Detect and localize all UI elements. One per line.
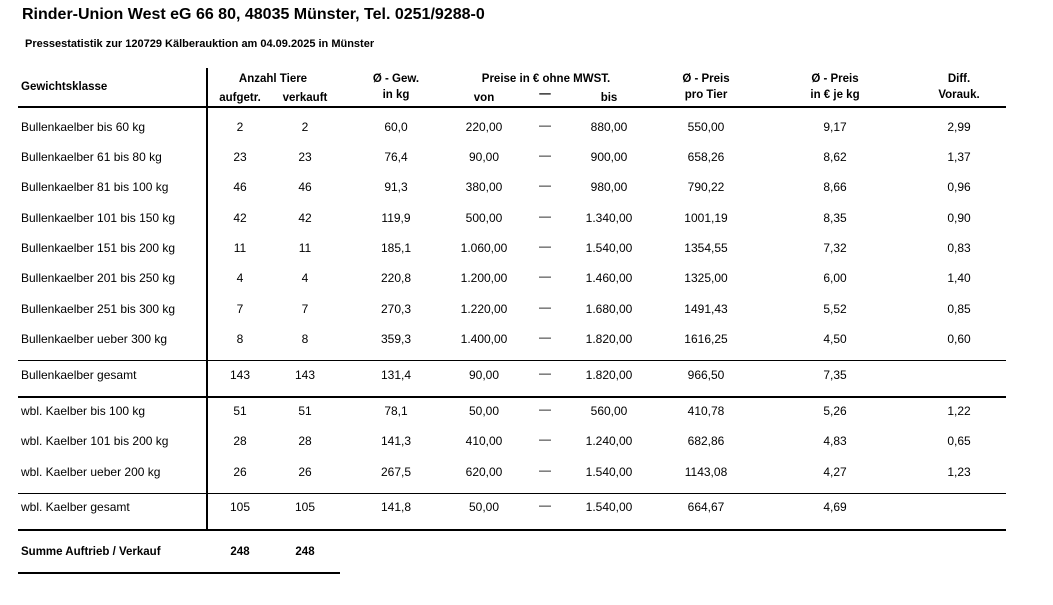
row-avg-price-kg: 4,27 xyxy=(823,465,847,479)
column-separator xyxy=(206,68,208,530)
bullen-total-rule-top xyxy=(18,360,1006,361)
row-sold: 4 xyxy=(301,271,309,285)
row-avg-price-kg: 5,26 xyxy=(823,404,847,418)
row-avg-price-animal: 1143,08 xyxy=(684,465,728,479)
row-offered: 51 xyxy=(233,404,247,418)
row-avg-weight: 78,1 xyxy=(384,404,408,418)
row-avg-weight: 141,8 xyxy=(380,500,412,514)
row-avg-price-animal: 1001,19 xyxy=(684,211,728,225)
row-diff: 0,96 xyxy=(947,180,971,194)
row-sold: 105 xyxy=(294,500,316,514)
row-price-to: 1.820,00 xyxy=(585,332,633,346)
document-subtitle: Pressestatistik zur 120729 Kälberauktion am 04.09.2025 in Münster xyxy=(25,38,375,50)
row-diff: 0,90 xyxy=(947,211,971,225)
header-aufgetr: aufgetr. xyxy=(219,92,261,104)
row-offered: 11 xyxy=(233,241,247,255)
row-avg-weight: 359,3 xyxy=(380,332,412,346)
header-diff-1: Diff. xyxy=(947,73,971,85)
row-sold: 11 xyxy=(298,241,312,255)
row-avg-weight: 91,3 xyxy=(384,180,408,194)
row-sold: 26 xyxy=(298,465,312,479)
row-price-to: 880,00 xyxy=(590,120,628,134)
header-avg-price-animal-2: pro Tier xyxy=(684,89,728,101)
row-diff: 1,22 xyxy=(947,404,971,418)
header-diff-2: Vorauk. xyxy=(938,89,980,101)
row-price-from: 1.200,00 xyxy=(460,271,508,285)
row-price-to: 1.540,00 xyxy=(585,241,633,255)
row-price-to: 1.680,00 xyxy=(585,302,633,316)
row-avg-price-kg: 4,69 xyxy=(823,500,847,514)
row-avg-price-animal: 550,00 xyxy=(687,120,725,134)
row-avg-price-kg: 4,50 xyxy=(823,332,847,346)
row-price-to: 1.460,00 xyxy=(585,271,633,285)
row-avg-price-kg: 7,35 xyxy=(823,368,847,382)
row-avg-weight: 270,3 xyxy=(380,302,412,316)
row-sold: 2 xyxy=(301,120,309,134)
row-avg-price-kg: 6,00 xyxy=(823,271,847,285)
row-offered: 42 xyxy=(233,211,247,225)
row-sold: 23 xyxy=(298,150,312,164)
row-diff: 0,83 xyxy=(947,241,971,255)
header-avg-weight-1: Ø - Gew. xyxy=(372,73,420,85)
row-avg-weight: 220,8 xyxy=(380,271,412,285)
header-avg-price-kg-1: Ø - Preis xyxy=(811,73,859,85)
header-anzahl-tiere: Anzahl Tiere xyxy=(238,73,308,85)
row-avg-price-animal: 664,67 xyxy=(687,500,725,514)
row-class: wbl. Kaelber bis 100 kg xyxy=(21,404,146,418)
row-price-dash: — xyxy=(539,498,551,512)
row-price-to: 900,00 xyxy=(590,150,628,164)
summary-rule xyxy=(18,572,340,574)
row-class: wbl. Kaelber 101 bis 200 kg xyxy=(21,434,169,448)
row-avg-weight: 141,3 xyxy=(380,434,412,448)
row-class: Bullenkaelber gesamt xyxy=(21,368,137,382)
row-avg-price-kg: 8,66 xyxy=(823,180,847,194)
wbl-total-rule-top xyxy=(18,493,1006,494)
summary-offered: 248 xyxy=(230,546,250,558)
header-price-dash: — xyxy=(539,88,551,100)
row-avg-price-animal: 1354,55 xyxy=(684,241,728,255)
row-price-from: 220,00 xyxy=(465,120,503,134)
header-avg-price-kg-2: in € je kg xyxy=(810,89,860,101)
row-avg-price-kg: 5,52 xyxy=(823,302,847,316)
row-sold: 46 xyxy=(298,180,312,194)
header-avg-price-animal-1: Ø - Preis xyxy=(682,73,730,85)
row-offered: 105 xyxy=(229,500,251,514)
row-price-to: 1.540,00 xyxy=(585,465,633,479)
row-avg-price-animal: 1325,00 xyxy=(684,271,728,285)
row-price-from: 380,00 xyxy=(465,180,503,194)
row-diff: 0,65 xyxy=(947,434,971,448)
document-title: Rinder-Union West eG 66 80, 48035 Münster, Tel. 0251/9288-0 xyxy=(22,6,485,23)
row-price-to: 1.820,00 xyxy=(585,368,633,382)
row-price-dash: — xyxy=(539,269,551,283)
row-diff: 1,37 xyxy=(947,150,971,164)
row-class: Bullenkaelber 101 bis 150 kg xyxy=(21,211,176,225)
row-price-from: 50,00 xyxy=(468,404,500,418)
wbl-total-rule-bottom xyxy=(18,529,1006,531)
row-price-dash: — xyxy=(539,118,551,132)
row-offered: 7 xyxy=(236,302,244,316)
row-diff: 2,99 xyxy=(947,120,971,134)
row-price-dash: — xyxy=(539,148,551,162)
row-sold: 51 xyxy=(298,404,312,418)
header-rule xyxy=(18,106,1006,108)
row-class: Bullenkaelber 251 bis 300 kg xyxy=(21,302,176,316)
row-price-dash: — xyxy=(539,402,551,416)
row-avg-price-animal: 682,86 xyxy=(687,434,725,448)
row-avg-price-animal: 410,78 xyxy=(687,404,725,418)
row-price-to: 1.340,00 xyxy=(585,211,633,225)
row-sold: 8 xyxy=(301,332,309,346)
row-offered: 4 xyxy=(236,271,244,285)
row-price-dash: — xyxy=(539,330,551,344)
row-sold: 42 xyxy=(298,211,312,225)
row-diff: 0,60 xyxy=(947,332,971,346)
header-verkauft: verkauft xyxy=(282,92,328,104)
row-avg-weight: 60,0 xyxy=(384,120,408,134)
row-price-from: 90,00 xyxy=(468,150,500,164)
row-price-from: 1.060,00 xyxy=(460,241,508,255)
row-price-from: 410,00 xyxy=(465,434,503,448)
row-diff: 1,23 xyxy=(947,465,971,479)
row-offered: 26 xyxy=(233,465,247,479)
row-diff: 0,85 xyxy=(947,302,971,316)
row-price-dash: — xyxy=(539,432,551,446)
row-class: wbl. Kaelber ueber 200 kg xyxy=(21,465,161,479)
row-price-from: 500,00 xyxy=(465,211,503,225)
row-price-from: 90,00 xyxy=(468,368,500,382)
row-price-dash: — xyxy=(539,178,551,192)
row-avg-price-kg: 4,83 xyxy=(823,434,847,448)
row-price-dash: — xyxy=(539,463,551,477)
row-class: Bullenkaelber 61 bis 80 kg xyxy=(21,150,162,164)
row-avg-price-animal: 790,22 xyxy=(687,180,725,194)
row-avg-price-kg: 8,35 xyxy=(823,211,847,225)
row-class: Bullenkaelber 151 bis 200 kg xyxy=(21,241,176,255)
row-avg-weight: 185,1 xyxy=(380,241,412,255)
row-avg-price-kg: 7,32 xyxy=(823,241,847,255)
row-avg-price-animal: 1616,25 xyxy=(684,332,728,346)
row-offered: 28 xyxy=(233,434,247,448)
row-offered: 46 xyxy=(233,180,247,194)
row-class: Bullenkaelber 201 bis 250 kg xyxy=(21,271,176,285)
row-class: Bullenkaelber bis 60 kg xyxy=(21,120,146,134)
row-offered: 2 xyxy=(236,120,244,134)
row-price-from: 1.220,00 xyxy=(460,302,508,316)
row-avg-price-kg: 9,17 xyxy=(823,120,847,134)
bullen-total-rule-bottom xyxy=(18,396,1006,398)
row-avg-price-animal: 658,26 xyxy=(687,150,725,164)
row-offered: 8 xyxy=(236,332,244,346)
header-avg-weight-2: in kg xyxy=(382,89,410,101)
row-price-to: 1.240,00 xyxy=(585,434,633,448)
row-price-dash: — xyxy=(539,209,551,223)
row-price-dash: — xyxy=(539,300,551,314)
row-offered: 143 xyxy=(229,368,251,382)
row-avg-weight: 119,9 xyxy=(381,211,411,225)
row-sold: 28 xyxy=(298,434,312,448)
row-price-from: 620,00 xyxy=(465,465,503,479)
row-class: Bullenkaelber 81 bis 100 kg xyxy=(21,180,169,194)
row-offered: 23 xyxy=(233,150,247,164)
row-avg-weight: 76,4 xyxy=(384,150,408,164)
row-price-dash: — xyxy=(539,366,551,380)
row-avg-price-animal: 1491,43 xyxy=(684,302,728,316)
row-avg-weight: 267,5 xyxy=(380,465,412,479)
row-avg-price-kg: 8,62 xyxy=(823,150,847,164)
row-avg-price-animal: 966,50 xyxy=(687,368,725,382)
header-price-group: Preise in € ohne MWST. xyxy=(481,73,611,85)
header-price-to: bis xyxy=(600,92,618,104)
row-price-from: 50,00 xyxy=(468,500,500,514)
header-price-from: von xyxy=(473,92,495,104)
row-avg-weight: 131,4 xyxy=(380,368,412,382)
row-class: Bullenkaelber ueber 300 kg xyxy=(21,332,168,346)
row-price-from: 1.400,00 xyxy=(460,332,508,346)
row-price-to: 980,00 xyxy=(590,180,628,194)
row-price-dash: — xyxy=(539,239,551,253)
summary-sold: 248 xyxy=(295,546,315,558)
summary-label: Summe Auftrieb / Verkauf xyxy=(21,546,161,558)
row-price-to: 560,00 xyxy=(590,404,628,418)
header-gewichtsklasse: Gewichtsklasse xyxy=(21,81,108,93)
row-diff: 1,40 xyxy=(947,271,971,285)
row-sold: 143 xyxy=(294,368,316,382)
row-sold: 7 xyxy=(301,302,309,316)
row-price-to: 1.540,00 xyxy=(585,500,633,514)
row-class: wbl. Kaelber gesamt xyxy=(21,500,130,514)
